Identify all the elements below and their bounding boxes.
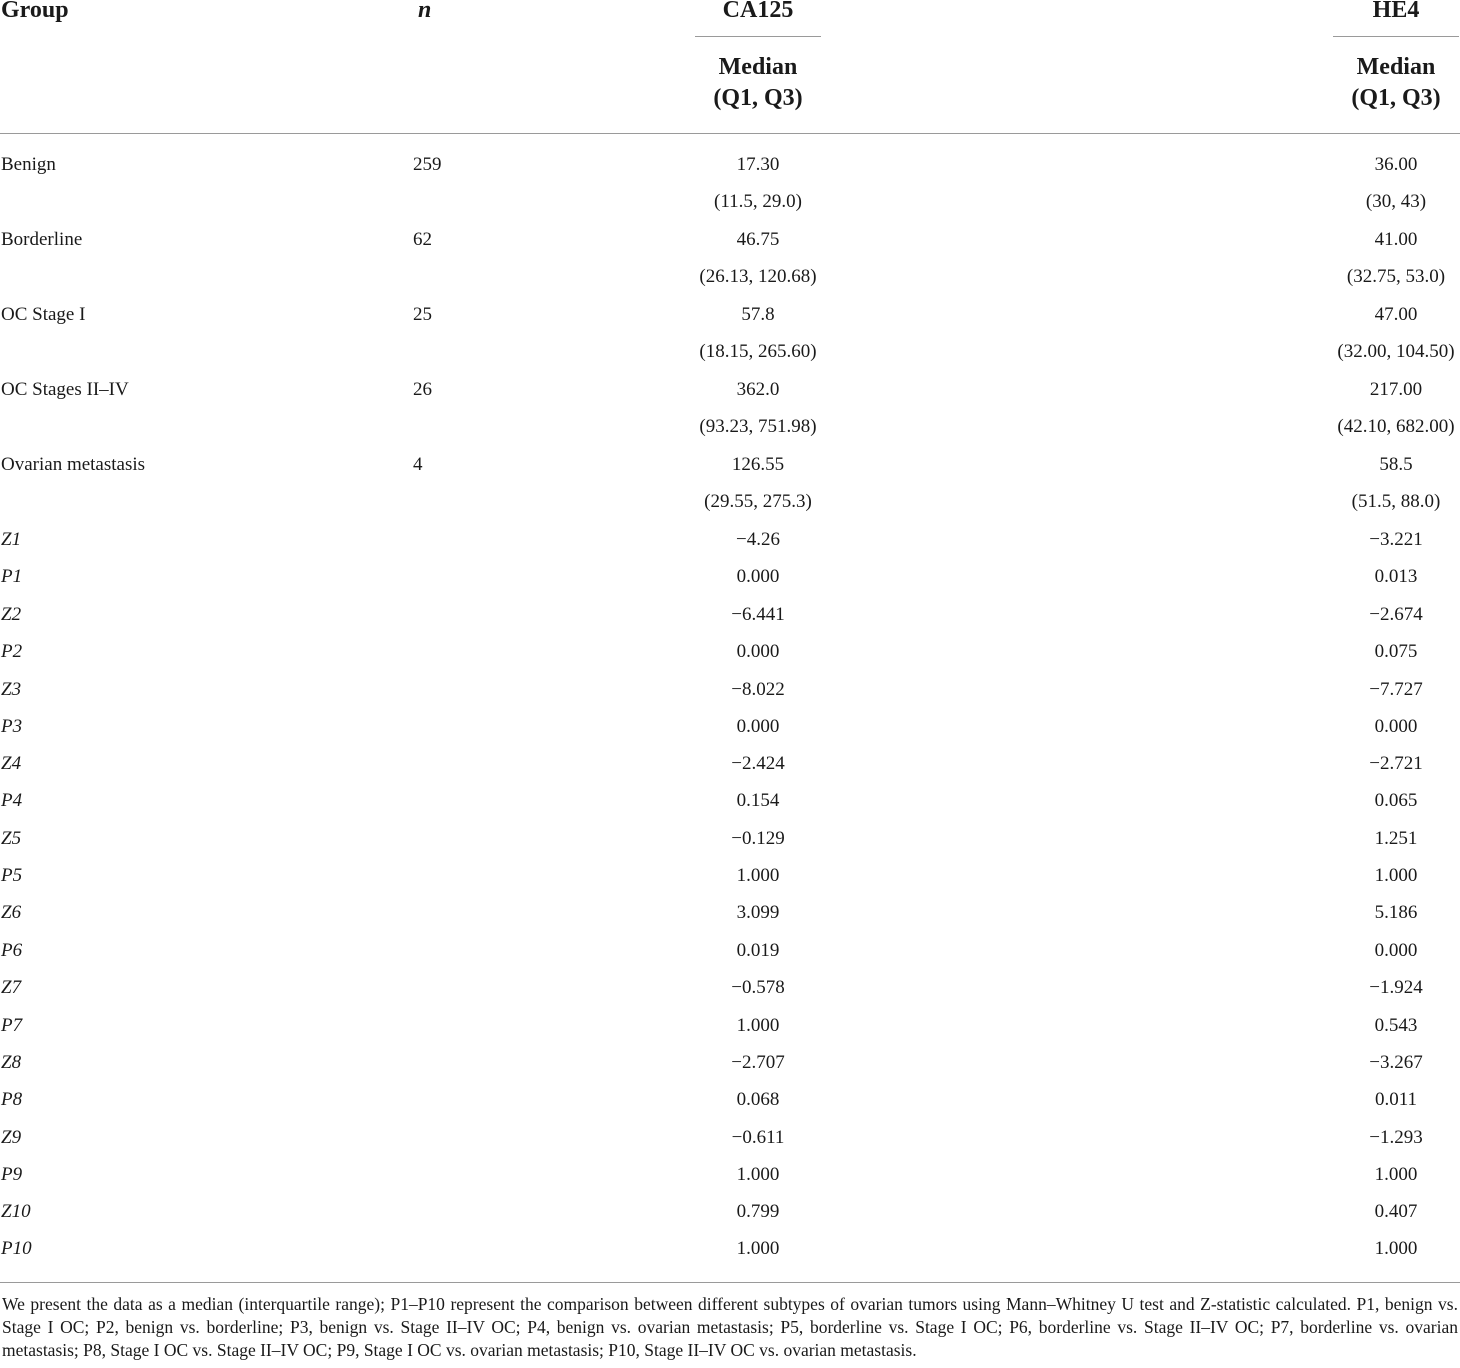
stat-row [0, 640, 1460, 677]
ca125-median: 57.8 [741, 304, 775, 325]
stat-label: P4 [1, 790, 23, 811]
ca125-median: 362.0 [736, 379, 780, 400]
stat-label: P8 [1, 1089, 23, 1110]
he4-stat: −2.674 [1369, 604, 1423, 625]
stat-label: Z8 [1, 1052, 22, 1073]
stat-label: Z2 [1, 604, 22, 625]
stat-label: Z9 [1, 1127, 22, 1148]
group-name: Borderline [1, 229, 83, 250]
header-group: Group [1, 0, 69, 23]
ca125-stat: 0.000 [736, 716, 780, 737]
ca125-median: 17.30 [736, 154, 780, 175]
stat-label: P1 [1, 566, 23, 587]
stat-row [0, 1237, 1460, 1274]
stat-row [0, 939, 1460, 976]
stat-label: P6 [1, 940, 23, 961]
ca125-iqr: (11.5, 29.0) [714, 191, 802, 212]
stat-label: Z10 [1, 1201, 31, 1222]
ca125-subheader [678, 52, 838, 114]
he4-subheader-line1: Median [1356, 54, 1436, 80]
he4-stat: 5.186 [1374, 902, 1418, 923]
he4-subheader [1316, 52, 1460, 114]
ca125-stat: −8.022 [731, 679, 785, 700]
he4-iqr: (51.5, 88.0) [1351, 491, 1441, 512]
stat-row [0, 565, 1460, 602]
stat-label: Z7 [1, 977, 22, 998]
he4-stat: 0.011 [1374, 1089, 1418, 1110]
stat-row [0, 1163, 1460, 1200]
stat-row [0, 976, 1460, 1013]
stat-row [0, 715, 1460, 752]
stat-row [0, 1014, 1460, 1051]
table-row [0, 378, 1460, 415]
stat-label: P2 [1, 641, 23, 662]
stat-row [0, 752, 1460, 789]
he4-median: 58.5 [1379, 454, 1413, 475]
group-n: 25 [413, 304, 432, 325]
header-bottom-rule [0, 133, 1460, 134]
he4-stat: 1.000 [1374, 1238, 1418, 1259]
ca125-iqr: (93.23, 751.98) [699, 416, 817, 437]
ca125-stat: 0.154 [736, 790, 780, 811]
stat-row [0, 528, 1460, 565]
ca125-subheader-line1: Median [718, 54, 798, 80]
stat-row [0, 603, 1460, 640]
group-name: OC Stages II–IV [1, 379, 129, 400]
ca125-stat: −2.424 [731, 753, 785, 774]
ca125-stat: 0.000 [736, 566, 780, 587]
he4-stat: −3.267 [1369, 1052, 1423, 1073]
ca125-stat: −6.441 [731, 604, 785, 625]
ca125-stat: 0.799 [736, 1201, 780, 1222]
group-n: 26 [413, 379, 432, 400]
stat-label: P5 [1, 865, 23, 886]
group-n: 62 [413, 229, 432, 250]
he4-median: 217.00 [1369, 379, 1423, 400]
stat-row [0, 1126, 1460, 1163]
stat-row [0, 1200, 1460, 1237]
he4-stat: −3.221 [1369, 529, 1423, 550]
table-bottom-rule [0, 1282, 1460, 1283]
table-row [0, 453, 1460, 490]
he4-iqr: (32.00, 104.50) [1337, 341, 1455, 362]
ca125-stat: −0.578 [731, 977, 785, 998]
he4-stat: 0.013 [1374, 566, 1418, 587]
ca125-iqr: (18.15, 265.60) [699, 341, 817, 362]
header-ca125: CA125 [722, 0, 794, 23]
stat-row [0, 678, 1460, 715]
ca125-stat: 0.068 [736, 1089, 780, 1110]
ca125-stat: 1.000 [736, 865, 780, 886]
table-row [0, 490, 1460, 527]
group-n: 259 [413, 154, 442, 175]
stat-label: P7 [1, 1015, 23, 1036]
he4-iqr: (32.75, 53.0) [1346, 266, 1446, 287]
he4-median: 36.00 [1374, 154, 1418, 175]
ca125-median: 46.75 [736, 229, 780, 250]
he4-median: 47.00 [1374, 304, 1418, 325]
ca125-stat: −0.129 [731, 828, 785, 849]
stat-label: P9 [1, 1164, 23, 1185]
ca125-stat: −4.26 [736, 529, 780, 550]
he4-header-rule [1333, 36, 1459, 37]
stat-label: Z4 [1, 753, 22, 774]
he4-iqr: (42.10, 682.00) [1337, 416, 1455, 437]
group-name: Ovarian metastasis [1, 454, 146, 475]
he4-stat: −1.924 [1369, 977, 1423, 998]
ca125-stat: 0.019 [736, 940, 780, 961]
group-n: 4 [413, 454, 423, 475]
table-row [0, 303, 1460, 340]
header-he4: HE4 [1372, 0, 1420, 23]
he4-stat: 0.075 [1374, 641, 1418, 662]
ca125-median: 126.55 [731, 454, 785, 475]
stat-row [0, 1051, 1460, 1088]
table-row [0, 153, 1460, 190]
ca125-stat: −2.707 [731, 1052, 785, 1073]
table-footnote: We present the data as a median (interquartile range); P1–P10 represent the comparison between different subtypes of ovarian tumors using Mann–Whitney U test and Z-statistic calculated. P1, benign vs. Stage I OC; P2, benign vs. borderline; P3, benign vs. Stage II–IV OC; P4, benign vs. ovarian metastasis; P5, borderline vs. Stage I OC; P6, borderline vs. Stage II–IV OC; P7, borderline vs. ovarian metastasis; P8, Stage I OC vs. Stage II–IV OC; P9, Stage I OC vs. ovarian metastasis; P10, Stage II–IV OC vs. ovarian metastasis. [2, 1294, 1458, 1360]
he4-stat: 0.065 [1374, 790, 1418, 811]
he4-stat: 0.543 [1374, 1015, 1418, 1036]
he4-stat: 0.000 [1374, 940, 1418, 961]
group-name: OC Stage I [1, 304, 86, 325]
ca125-stat: 1.000 [736, 1015, 780, 1036]
ca125-stat: 1.000 [736, 1164, 780, 1185]
he4-stat: −2.721 [1369, 753, 1423, 774]
table-row [0, 228, 1460, 265]
table-row [0, 190, 1460, 227]
he4-stat: −7.727 [1369, 679, 1423, 700]
stat-label: P10 [1, 1238, 32, 1259]
stat-row [0, 827, 1460, 864]
stat-label: Z1 [1, 529, 22, 550]
header-n: n [418, 0, 432, 23]
ca125-stat: 1.000 [736, 1238, 780, 1259]
ca125-subheader-line2: (Q1, Q3) [713, 85, 803, 111]
he4-stat: 0.000 [1374, 716, 1418, 737]
ca125-iqr: (29.55, 275.3) [704, 491, 812, 512]
ca125-stat: −0.611 [731, 1127, 785, 1148]
he4-stat: 1.251 [1374, 828, 1418, 849]
stat-label: Z5 [1, 828, 22, 849]
table-row [0, 340, 1460, 377]
stat-label: P3 [1, 716, 23, 737]
he4-subheader-line2: (Q1, Q3) [1351, 85, 1441, 111]
ca125-stat: 3.099 [736, 902, 780, 923]
stat-row [0, 901, 1460, 938]
ca125-header-rule [695, 36, 821, 37]
ca125-iqr: (26.13, 120.68) [699, 266, 817, 287]
he4-stat: 0.407 [1374, 1201, 1418, 1222]
stat-row [0, 789, 1460, 826]
group-name: Benign [1, 154, 56, 175]
table-row [0, 265, 1460, 302]
stat-row [0, 864, 1460, 901]
he4-median: 41.00 [1374, 229, 1418, 250]
he4-iqr: (30, 43) [1365, 191, 1427, 212]
stat-label: Z3 [1, 679, 22, 700]
he4-stat: 1.000 [1374, 1164, 1418, 1185]
stat-label: Z6 [1, 902, 22, 923]
ca125-stat: 0.000 [736, 641, 780, 662]
he4-stat: −1.293 [1369, 1127, 1423, 1148]
table-row [0, 415, 1460, 452]
he4-stat: 1.000 [1374, 865, 1418, 886]
stat-row [0, 1088, 1460, 1125]
